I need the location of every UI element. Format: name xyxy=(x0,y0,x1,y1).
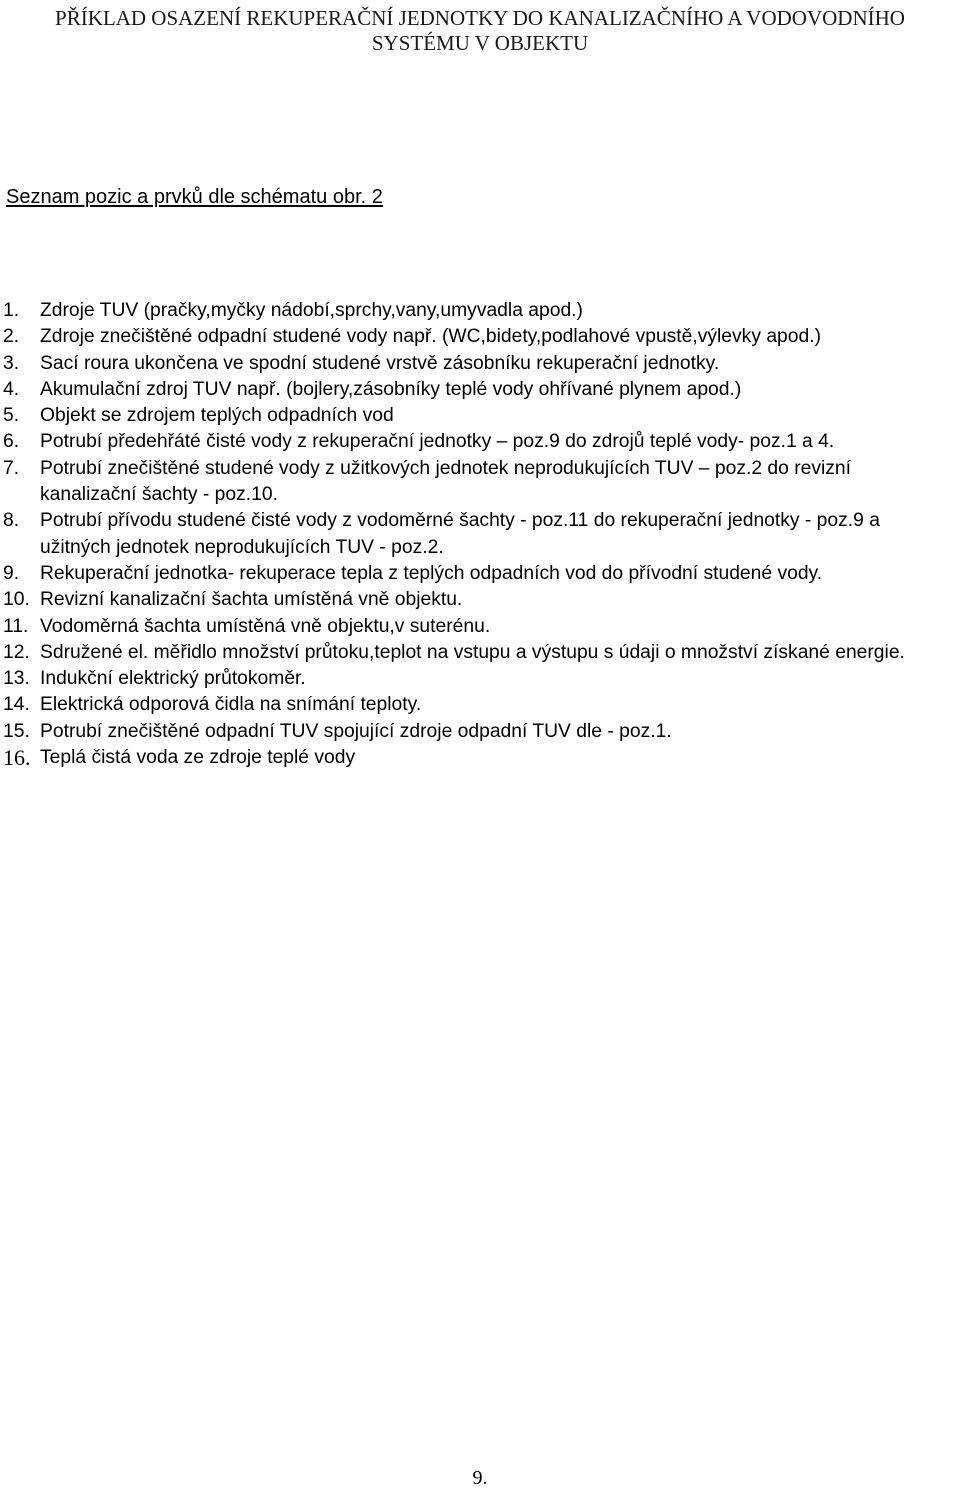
page-title-line-1: PŘÍKLAD OSAZENÍ REKUPERAČNÍ JEDNOTKY DO KANALIZAČNÍHO A VODOVODNÍHO xyxy=(55,6,905,30)
item-text: Zdroje TUV (pračky,myčky nádobí,sprchy,vany,umyvadla apod.) xyxy=(40,300,583,321)
page-title-line-2: SYSTÉMU V OBJEKTU xyxy=(371,31,589,55)
item-text: Objekt se zdrojem teplých odpadních vod xyxy=(40,405,394,427)
item-number: 1. xyxy=(3,300,20,321)
list-item xyxy=(0,403,930,429)
item-text: Teplá čistá voda ze zdroje teplé vody xyxy=(40,747,356,769)
list-item xyxy=(0,429,930,455)
list-item xyxy=(0,324,930,350)
list-item xyxy=(0,614,930,640)
item-number: 15. xyxy=(3,720,30,742)
section-heading: Seznam pozic a prvků dle schématu obr. 2 xyxy=(6,186,383,208)
list-item xyxy=(0,587,930,613)
item-number: 9. xyxy=(3,562,20,584)
item-number: 6. xyxy=(3,431,20,453)
item-text: Potrubí znečištěné odpadní TUV spojující zdroje odpadní TUV dle - poz.1. xyxy=(40,720,672,742)
page-number: 9. xyxy=(472,1467,488,1489)
item-number: 13. xyxy=(3,668,30,690)
item-number: 7. xyxy=(3,457,20,479)
item-text: Revizní kanalizační šachta umístěná vně objektu. xyxy=(40,589,463,611)
item-text: Elektrická odporová čidla na snímání teploty. xyxy=(40,694,422,716)
list-item xyxy=(0,666,930,692)
item-number: 2. xyxy=(3,326,20,348)
item-number: 16. xyxy=(3,745,31,771)
list-item xyxy=(0,719,930,745)
item-number: 4. xyxy=(3,378,20,400)
item-text: Indukční elektrický průtokoměr. xyxy=(40,668,306,690)
item-text: Potrubí předehřáté čisté vody z rekuperační jednotky – poz.9 do zdrojů teplé vody- poz.1 a 4. xyxy=(40,431,835,453)
list-item xyxy=(0,298,930,324)
item-text: Sací roura ukončena ve spodní studené vrstvě zásobníku rekuperační jednotky. xyxy=(40,352,720,374)
item-text: Sdružené el. měřidlo množství průtoku,teplot na vstupu a výstupu s údaji o množství získané energie. xyxy=(40,641,905,663)
item-text: Zdroje znečištěné odpadní studené vody např. (WC,bidety,podlahové vpustě,výlevky apod.) xyxy=(40,326,821,348)
item-text: Potrubí přívodu studené čisté vody z vodoměrné šachty - poz.11 do rekuperační jednotky - poz.9 a užitných jednotek neprodukujících TUV - poz.2. xyxy=(40,510,880,558)
list-item xyxy=(0,561,930,587)
page-title xyxy=(0,6,960,56)
item-number: 12. xyxy=(3,641,30,663)
list-item xyxy=(0,377,930,403)
position-list xyxy=(0,298,930,771)
item-number: 5. xyxy=(3,405,20,427)
list-item xyxy=(0,351,930,377)
item-number: 3. xyxy=(3,352,20,374)
item-number: 10. xyxy=(3,589,30,611)
item-number: 8. xyxy=(3,510,20,532)
item-number: 14. xyxy=(3,694,30,716)
item-text: Akumulační zdroj TUV např. (bojlery,zásobníky teplé vody ohřívané plynem apod.) xyxy=(40,378,742,400)
item-number: 11. xyxy=(3,615,29,637)
item-text: Rekuperační jednotka- rekuperace tepla z teplých odpadních vod do přívodní studené vody. xyxy=(40,562,823,584)
list-item xyxy=(0,692,930,718)
list-item xyxy=(0,745,930,771)
list-item xyxy=(0,508,930,561)
list-item xyxy=(0,456,930,509)
item-text: Vodoměrná šachta umístěná vně objektu,v suterénu. xyxy=(40,615,491,637)
list-item xyxy=(0,640,930,666)
item-text: Potrubí znečištěné studené vody z užitkových jednotek neprodukujících TUV – poz.2 do revizní kanalizační šachty - poz.10. xyxy=(40,457,851,506)
